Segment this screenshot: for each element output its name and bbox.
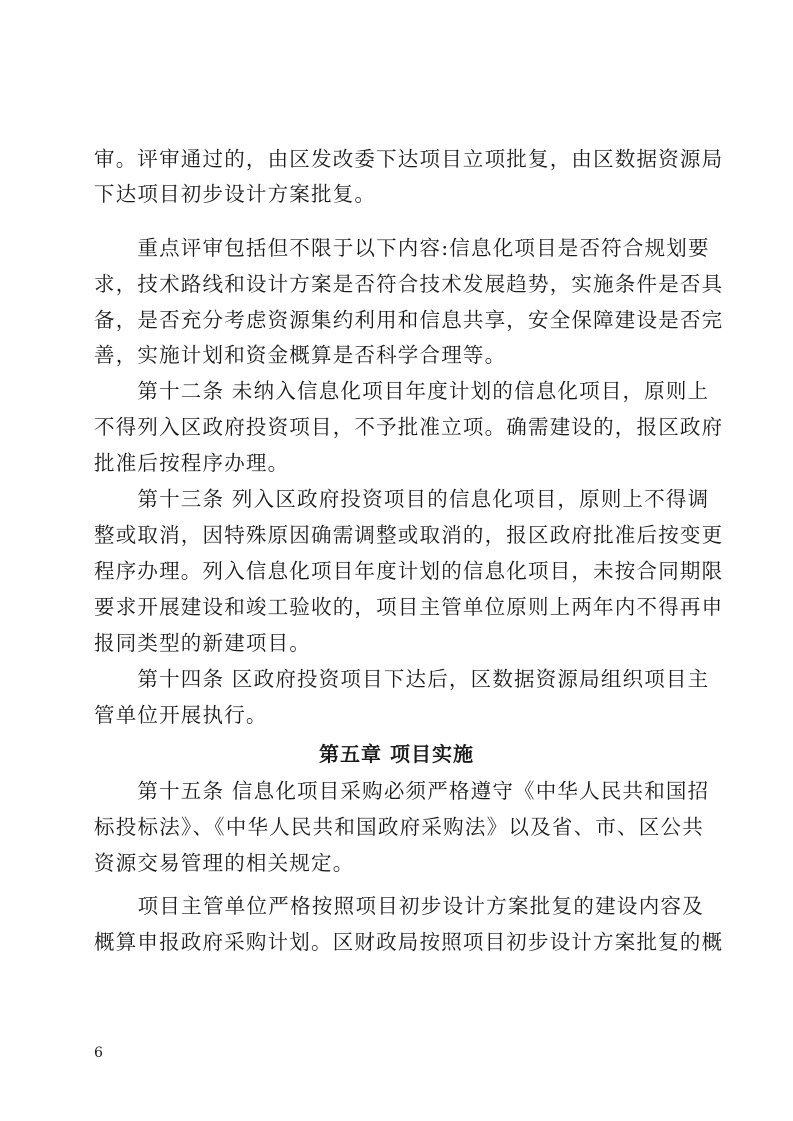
text-line: 下达项目初步设计方案批复。 [94, 182, 377, 206]
text-line: 项目主管单位严格按照项目初步设计方案批复的建设内容及 [94, 894, 704, 918]
text-line: 管单位开展执行。 [94, 703, 268, 727]
text-line: 整或取消，因特殊原因确需调整或取消的，报区政府批准后按变更 [94, 523, 724, 547]
text-line: 重点评审包括但不限于以下内容:信息化项目是否符合规划要 [94, 236, 710, 260]
text-line: 要求开展建设和竣工验收的，项目主管单位原则上两年内不得再申 [94, 595, 724, 619]
text-line: 第十二条 未纳入信息化项目年度计划的信息化项目，原则上 [94, 379, 710, 403]
chapter-heading: 第五章 项目实施 [319, 742, 474, 766]
text-line: 概算申报政府采购计划。区财政局按照项目初步设计方案批复的概 [94, 930, 724, 954]
text-line: 第十五条 信息化项目采购必须严格遵守《中华人民共和国招 [94, 779, 710, 803]
text-line: 备，是否充分考虑资源集约利用和信息共享，安全保障建设是否完 [94, 308, 724, 332]
text-line: 第十四条 区政府投资项目下达后，区数据资源局组织项目主 [94, 667, 710, 691]
text-line: 资源交易管理的相关规定。 [94, 851, 355, 875]
page-number: 6 [94, 1045, 103, 1061]
text-line: 求，技术路线和设计方案是否符合技术发展趋势，实施条件是否具 [94, 272, 724, 296]
text-line: 善，实施计划和资金概算是否科学合理等。 [94, 343, 507, 367]
text-line: 不得列入区政府投资项目，不予批准立项。确需建设的，报区政府 [94, 415, 724, 439]
text-line: 审。评审通过的，由区发改委下达项目立项批复，由区数据资源局 [94, 147, 724, 171]
text-line: 报同类型的新建项目。 [94, 631, 311, 655]
text-line: 第十三条 列入区政府投资项目的信息化项目，原则上不得调 [94, 487, 710, 511]
text-line: 批准后按程序办理。 [94, 451, 290, 475]
text-line: 标投标法》、《中华人民共和国政府采购法》以及省、市、区公共 [94, 815, 704, 839]
text-line: 程序办理。列入信息化项目年度计划的信息化项目，未按合同期限 [94, 559, 724, 583]
